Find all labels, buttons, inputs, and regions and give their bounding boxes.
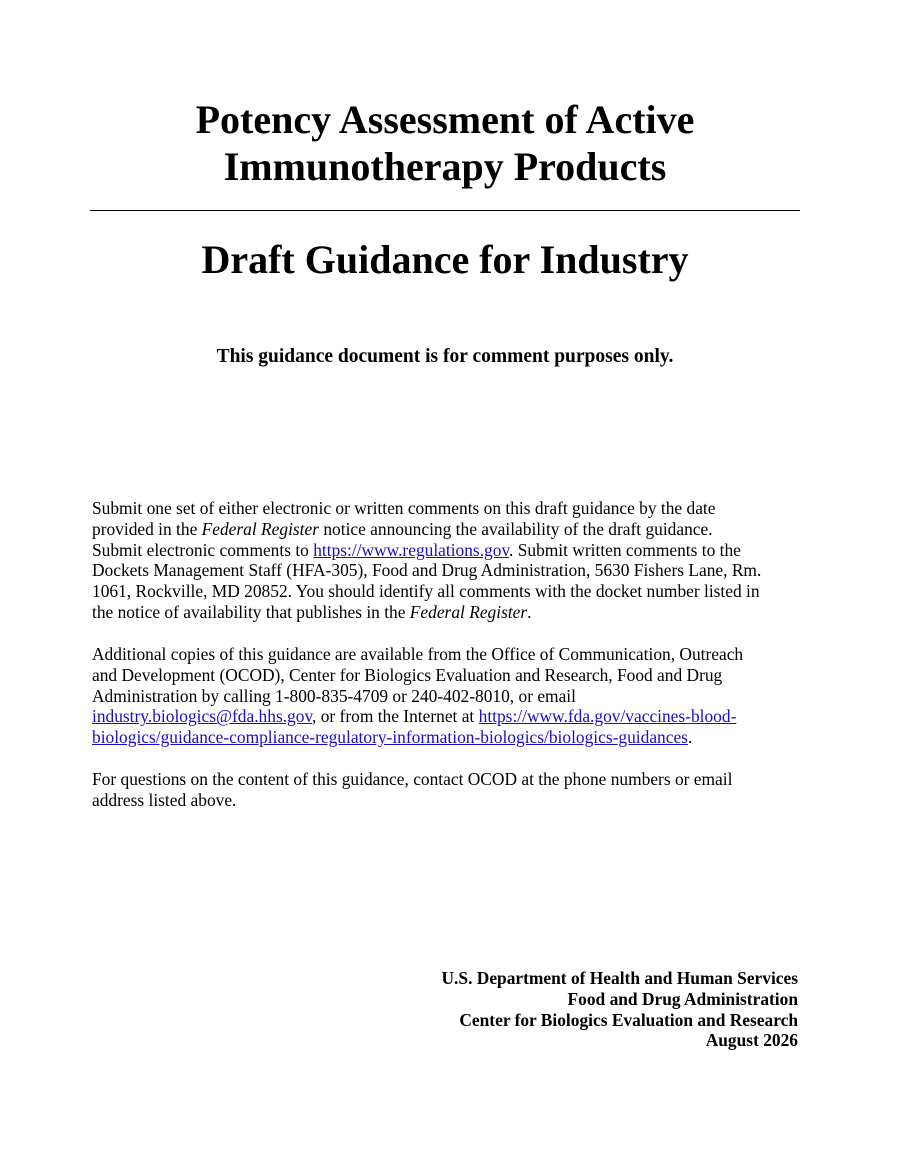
document-title — [90, 96, 800, 190]
p1-line-4: Dockets Management Staff (HFA-305), Food and Drug Administration, 5630 Fishers Lane, Rm. — [92, 560, 762, 581]
ocod-email-link[interactable]: industry.biologics@fda.hhs.gov — [92, 706, 313, 727]
comment-notice: This guidance document is for comment purposes only. — [216, 346, 674, 367]
p1-line-2-pre: provided in the — [92, 518, 202, 539]
p1-line-3-post: . Submit written comments to the — [509, 539, 741, 560]
p3-line-2: address listed above. — [92, 789, 237, 810]
title-divider — [90, 210, 800, 211]
p1-line-6-post: . — [527, 601, 532, 622]
regulations-gov-link[interactable]: https://www.regulations.gov — [313, 539, 510, 560]
fda-guidances-link-part-1[interactable]: https://www.fda.gov/vaccines-blood- — [478, 706, 737, 727]
p1-line-3-pre: Submit electronic comments to — [92, 539, 314, 560]
federal-register-ref-2: Federal Register — [409, 601, 528, 622]
title-line-1: Potency Assessment of Active — [195, 97, 695, 142]
p2-line-2: and Development (OCOD), Center for Biologics Evaluation and Research, Food and Drug — [92, 664, 723, 685]
document-subtitle: Draft Guidance for Industry — [201, 237, 689, 282]
department-name: U.S. Department of Health and Human Services — [441, 968, 798, 988]
issuing-agency-block — [442, 968, 799, 1051]
p2-line-1: Additional copies of this guidance are available from the Office of Communication, Outreach — [92, 644, 744, 664]
federal-register-ref: Federal Register — [201, 518, 319, 539]
questions-paragraph — [92, 769, 812, 811]
agency-name: Food and Drug Administration — [567, 988, 798, 1009]
p2-line-5-post: . — [687, 727, 693, 748]
title-line-2: Immunotherapy Products — [223, 144, 667, 189]
additional-copies-paragraph — [92, 644, 812, 748]
submit-comments-paragraph — [92, 498, 812, 623]
center-name: Center for Biologics Evaluation and Research — [459, 1009, 798, 1030]
p1-line-5: 1061, Rockville, MD 20852. You should identify all comments with the docket number listed in — [92, 581, 760, 602]
p2-line-4-mid: , or from the Internet at — [312, 706, 479, 727]
fda-guidances-link-part-2[interactable]: biologics/guidance-compliance-regulatory-information-biologics/biologics-guidances — [92, 727, 688, 748]
p2-line-3: Administration by calling 1-800-835-4709 or 240-402-8010, or email — [92, 685, 576, 706]
p3-line-1: For questions on the content of this guidance, contact OCOD at the phone numbers or email — [92, 769, 733, 789]
p1-line-1: Submit one set of either electronic or written comments on this draft guidance by the date — [92, 498, 716, 518]
p1-line-6-pre: the notice of availability that publishes in the — [92, 601, 410, 622]
issue-date: August 2026 — [705, 1030, 798, 1051]
p1-line-2-post: notice announcing the availability of the draft guidance. — [319, 518, 713, 539]
